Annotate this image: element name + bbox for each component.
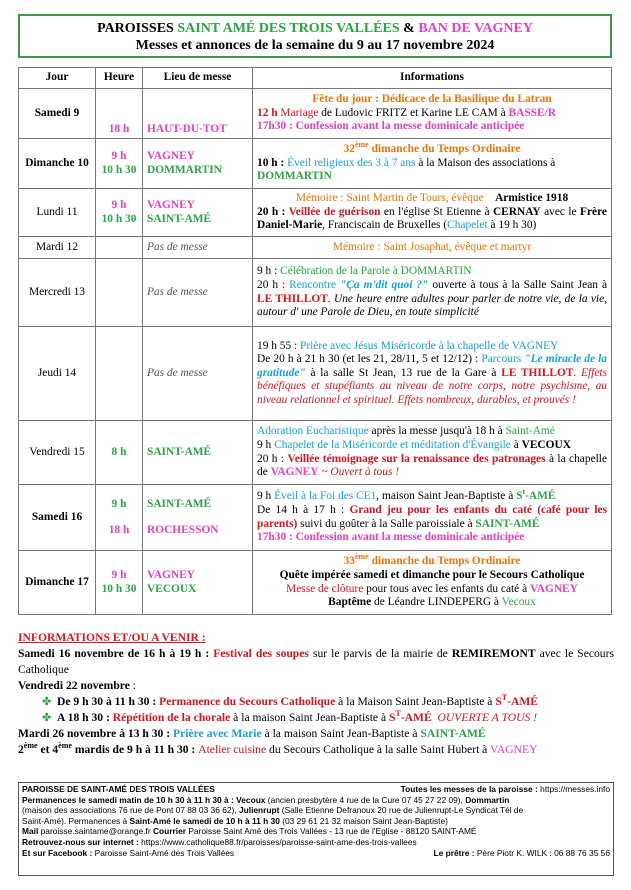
- col-jour: Jour: [19, 68, 96, 89]
- hour-cell: [96, 237, 143, 259]
- day-cell: Lundi 11: [19, 189, 96, 237]
- day-cell: Dimanche 17: [19, 551, 96, 615]
- place-cell: VAGNEY DOMMARTIN: [143, 139, 253, 189]
- day-cell: Samedi 16: [19, 485, 96, 551]
- hour-cell: 9 h 10 h 30: [96, 139, 143, 189]
- hour-cell: [96, 259, 143, 327]
- announcement-item: ✤ De 9 h 30 à 11 h 30 : Permanence du Secours Catholique à la Maison Saint Jean-Baptiste à $S^T$-AMÉ: [42, 693, 539, 708]
- hour-cell: 9 h 10 h 30: [96, 551, 143, 615]
- info-cell: 32ème dimanche du Temps Ordinaire 10 h : Éveil religieux des 3 à 7 ans à la Maison des associations à DOMMARTIN: [253, 139, 612, 189]
- place-cell: SAINT-AMÉ ROCHESSON: [143, 485, 253, 551]
- header-title: PAROISSES SAINT AMÉ DES TROIS VALLÉES & BAN DE VAGNEY: [97, 21, 533, 36]
- place-cell: Pas de messe: [143, 259, 253, 327]
- announcements-title: INFORMATIONS ET/OU A VENIR :: [18, 631, 206, 644]
- mass-schedule-table: [18, 67, 612, 615]
- table-row: [19, 237, 612, 259]
- messes-link[interactable]: https://messes.info: [537, 784, 610, 794]
- facebook-link[interactable]: Paroisse Saint-Amé des Trois Vallées: [92, 847, 235, 858]
- announcement-item: ✤ A 18 h 30 : Répétition de la chorale à la maison Saint Jean-Baptiste à $S^T$-AMÉ OUVERTE A TOUS !: [42, 709, 538, 724]
- hour-cell: 18 h: [96, 89, 143, 139]
- announcements: [18, 630, 614, 758]
- info-cell: Mémoire : Saint Martin de Tours, évêque Armistice 1918 20 h : Veillée de guérison en l'église St Etienne à CERNAY avec le Frère Daniel-Marie, Franciscain de Bruxelles (Chapelet à 19 h 30): [253, 189, 612, 237]
- hour-cell: 9 h 10 h 30: [96, 189, 143, 237]
- hour-cell: [96, 327, 143, 421]
- info-cell: Adoration Eucharistique après la messe jusqu'à 18 h à Saint-Amé 9 h Chapelet de la Miséricorde et méditation d'Évangile à VECOUX 20 h : Veillée témoignage sur la renaissance des patronages à la chapelle de VAGNEY ~ Ouvert à tous !: [253, 421, 612, 485]
- hour-cell: 8 h: [96, 421, 143, 485]
- info-cell: Fête du jour : Dédicace de la Basilique du Latran 12 h Mariage de Ludovic FRITZ et Karine LE CAM à BASSE/R 17h30 : Confession avant la messe dominicale anticipée: [253, 89, 612, 139]
- place-cell: VAGNEY SAINT-AMÉ: [143, 189, 253, 237]
- email-link[interactable]: paroisse.saintame@orange.fr: [38, 826, 153, 837]
- place-cell: Pas de messe: [143, 327, 253, 421]
- info-cell: 9 h Éveil à la Foi des CE1, maison Saint Jean-Baptiste à $S^t$-AMÉ De 14 h à 17 h : Grand jeu pour les enfants du caté (café pour les parents) suivi du goûter à la Salle paroissiale à SAINT-AMÉ 17h30 : Confession avant la messe dominicale anticipée: [253, 485, 612, 551]
- table-row: [19, 327, 612, 421]
- col-info: Informations: [253, 68, 612, 89]
- table-header-row: [19, 68, 612, 89]
- website-link[interactable]: https://www.catholique88.fr/paroisses/paroisse-saint-ame-des-trois-vallees: [138, 836, 417, 847]
- announcement-item: 2ème et 4ème mardis de 9 h à 11 h 30 : Atelier cuisine du Secours Catholique à la salle Saint Hubert à VAGNEY: [18, 741, 538, 756]
- hour-cell: 9 h 18 h: [96, 485, 143, 551]
- place-cell: HAUT-DU-TOT: [143, 89, 253, 139]
- info-cell: 9 h : Célébration de la Parole à DOMMARTIN 20 h : Rencontre "Ça m'dit quoi ?" ouverte à tous à la Salle Saint Jean à LE THILLOT. Une heure entre adultes pour parler de notre vie, de la vie, autour d' une Parole de Dieu, en toute simplicité: [253, 259, 612, 327]
- day-cell: Vendredi 15: [19, 421, 96, 485]
- day-cell: Mercredi 13: [19, 259, 96, 327]
- header-subtitle: Messes et annonces de la semaine du 9 au 17 novembre 2024: [135, 38, 495, 53]
- col-lieu: Lieu de messe: [143, 68, 253, 89]
- place-cell: VAGNEY VECOUX: [143, 551, 253, 615]
- table-row: [19, 139, 612, 189]
- announcement-item: Vendredi 22 novembre :: [18, 679, 136, 692]
- day-cell: Samedi 9: [19, 89, 96, 139]
- place-cell: Pas de messe: [143, 237, 253, 259]
- table-row: [19, 421, 612, 485]
- info-cell: 33ème dimanche du Temps Ordinaire Quête impérée samedi et dimanche pour le Secours Catholique Messe de clôture pour tous avec les enfants du caté à VAGNEY Baptême de Léandre LINDEPERG à Vecoux: [253, 551, 612, 615]
- day-cell: Mardi 12: [19, 237, 96, 259]
- table-row: [19, 551, 612, 615]
- bulletin-header: [18, 14, 612, 58]
- info-cell: Mémoire : Saint Josaphat, évêque et martyr: [253, 237, 612, 259]
- col-heure: Heure: [96, 68, 143, 89]
- star-bullet-icon: ✤: [42, 712, 52, 724]
- day-cell: Dimanche 10: [19, 139, 96, 189]
- table-row: [19, 259, 612, 327]
- table-row: [19, 89, 612, 139]
- info-cell: 19 h 55 : Prière avec Jésus Miséricorde à la chapelle de VAGNEY De 20 h à 21 h 30 (et les 21, 28/11, 5 et 12/12) : Parcours "Le miracle de la gratitude" à la salle St Jean, 13 rue de la Gare à LE THILLOT. Effets bénéfiques et stupéfiants au niveau de notre corps, notre psychisme, au niveau relationnel et spirituel. Effets nombreux, durables, et prouvés !: [253, 327, 612, 421]
- day-cell: Jeudi 14: [19, 327, 96, 421]
- place-cell: SAINT-AMÉ: [143, 421, 253, 485]
- announcement-item: Mardi 26 novembre à 13 h 30 : Prière avec Marie à la maison Saint Jean-Baptiste à SAINT-AMÉ: [18, 727, 486, 740]
- announcement-item: Samedi 16 novembre de 16 h à 19 h : Festival des soupes sur le parvis de la mairie de REMIREMONT avec le Secours Catholique: [18, 647, 614, 676]
- star-bullet-icon: ✤: [42, 696, 52, 708]
- table-row: [19, 485, 612, 551]
- parish-footer: PAROISSE DE SAINT-AMÉ DES TROIS VALLÉES Toutes les messes de la paroisse : https://messes.info Permanences le samedi matin de 10 h 30 à 11 h 30 à : Vecoux (ancien presbytère 4 rue de la Cure 07 45 27 22 09), Dommartin (maison des associations 76 rue de Pont 07 88 03 36 62), Julienrupt (Salle Etienne Defranoux 20 rue de Julienrupt-Le Syndicat Tél de Saint-Amé). Permanences à Saint-Amé le samedi de 10 h à 11 h 30 (03 29 61 21 32 maison Saint Jean-Baptiste) Mail paroisse.saintame@orange.fr Courrier Paroisse Saint Amé des Trois Vallées - 13 rue de l'Eglise - 88120 SAINT-AMÉ Retrouvez-nous sur internet : https://www.catholique88.fr/paroisses/paroisse-saint-ame-des-trois-vallees Et sur Facebook : Paroisse Saint-Amé des Trois Vallées Le prêtre : Père Piotr K. WILK : 06 88 76 35 56: [18, 782, 614, 876]
- table-row: [19, 189, 612, 237]
